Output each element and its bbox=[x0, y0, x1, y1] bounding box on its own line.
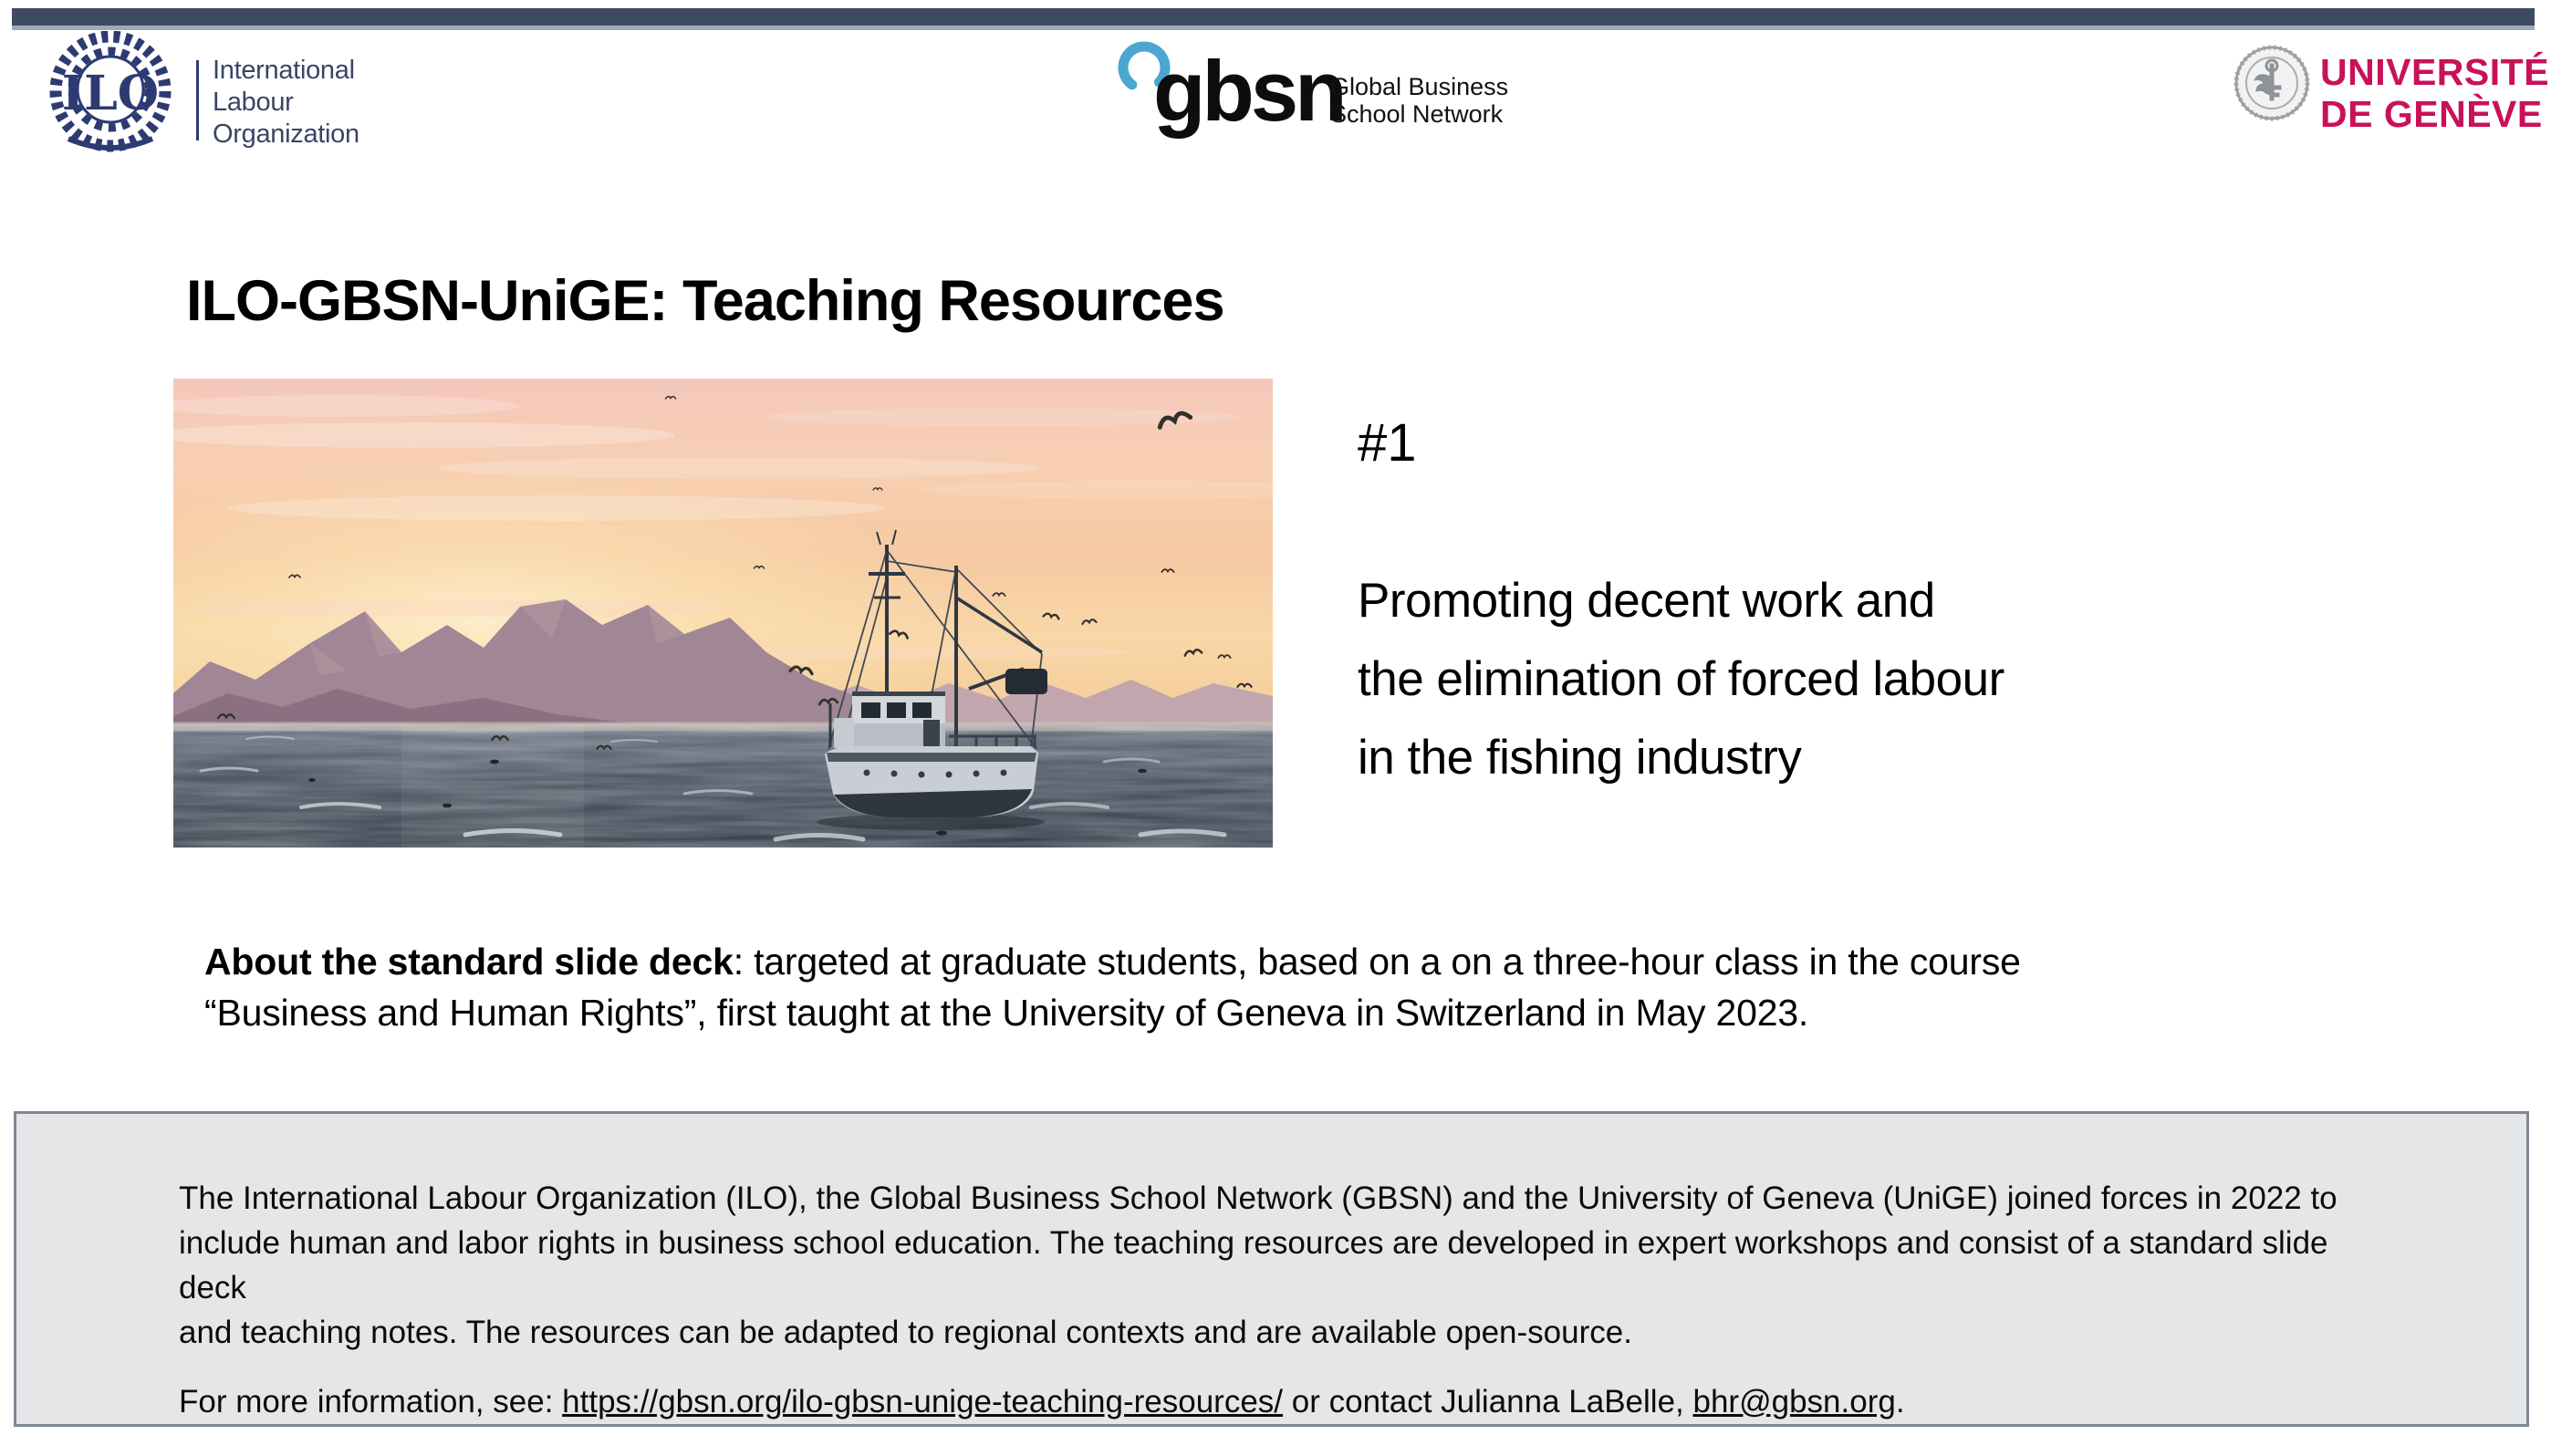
contact-email-link[interactable]: bhr@gbsn.org bbox=[1692, 1384, 1896, 1420]
unige-seal-icon bbox=[2233, 44, 2311, 127]
info-line: and teaching notes. The resources can be adapted to regional contexts and are available open-source. bbox=[179, 1315, 1632, 1350]
info-line: The International Labour Organization (ILO), the Global Business School Network (GBSN) and the University of Geneva (UniGE) joined forces in 2022 to bbox=[179, 1180, 2338, 1216]
gbsn-logo-name: Global Business School Network bbox=[1330, 73, 1509, 128]
slide-number-heading: #1 bbox=[1358, 413, 1417, 473]
gbsn-wordmark: gbsn bbox=[1153, 43, 1344, 139]
about-line-1: About the standard slide deck: targeted at graduate students, based on a on a three-hour class in the course bbox=[204, 941, 2021, 983]
ilo-logo-divider bbox=[196, 60, 199, 140]
about-paragraph bbox=[204, 936, 2021, 1038]
teaching-resources-link[interactable]: https://gbsn.org/ilo-gbsn-unige-teaching-resources/ bbox=[562, 1384, 1284, 1420]
ilo-logo-name: International Labour Organization bbox=[213, 56, 359, 149]
info-box bbox=[14, 1111, 2529, 1427]
slide-topic-heading: Promoting decent work and the elimination of forced labour in the fishing industry bbox=[1358, 574, 2004, 785]
ilo-logo-emblem-icon bbox=[41, 31, 180, 160]
top-accent-bar-shadow bbox=[12, 26, 2535, 30]
page-title: ILO-GBSN-UniGE: Teaching Resources bbox=[186, 269, 1224, 333]
about-line-2: “Business and Human Rights”, first taught at the University of Geneva in Switzerland in May 2023. bbox=[204, 992, 1809, 1034]
unige-logo-name: UNIVERSITÉ DE GENÈVE bbox=[2320, 51, 2550, 135]
about-lead: About the standard slide deck bbox=[204, 941, 734, 983]
ilo-acronym: ILO bbox=[61, 66, 160, 121]
contact-line: For more information, see: https://gbsn.org/ilo-gbsn-unige-teaching-resources/ or contact Julianna LaBelle, bhr@gbsn.org. bbox=[179, 1384, 1905, 1420]
info-line: include human and labor rights in business school education. The teaching resources are developed in expert workshops and consist of a standard slide deck bbox=[179, 1225, 2328, 1305]
fishing-boat-photo bbox=[173, 379, 1273, 848]
top-accent-bar bbox=[12, 8, 2535, 26]
